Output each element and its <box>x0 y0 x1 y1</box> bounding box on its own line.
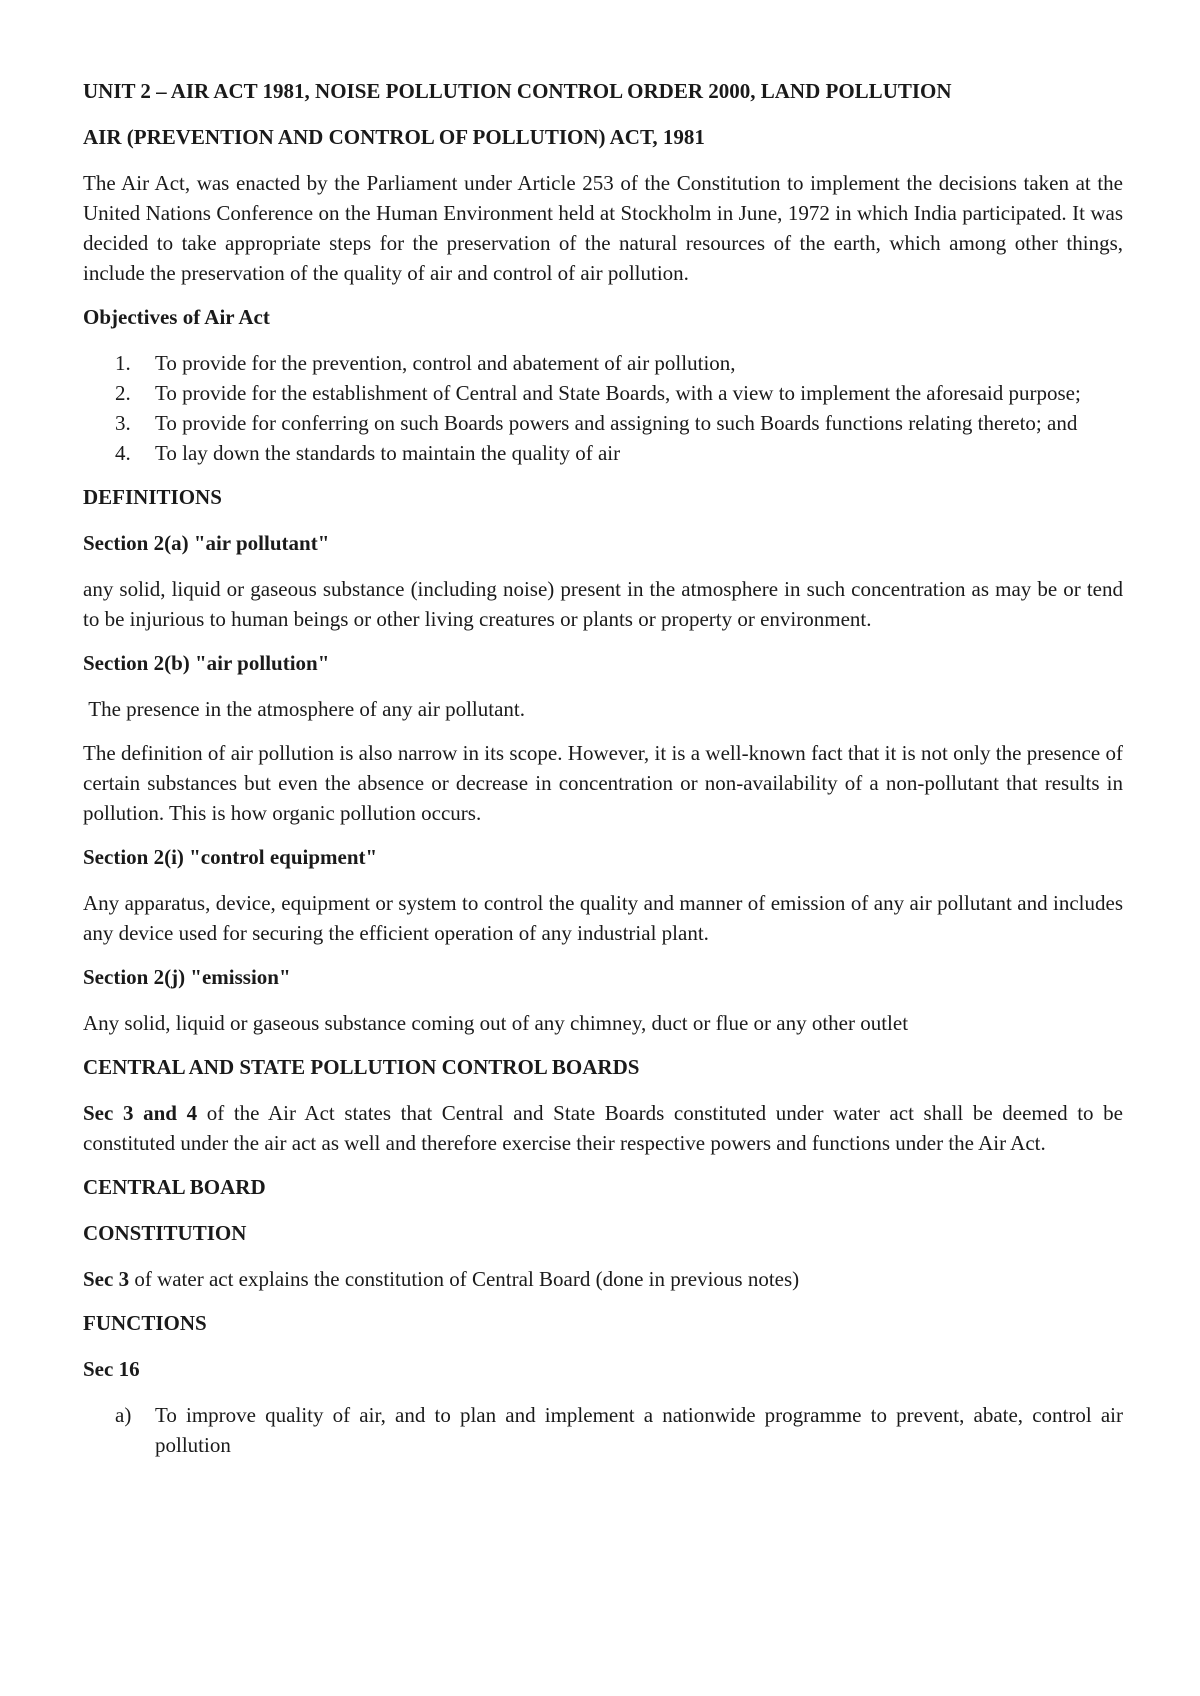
section-2j-heading: Section 2(j) "emission" <box>83 965 291 989</box>
list-item <box>83 378 1123 408</box>
section-2a-text: any solid, liquid or gaseous substance (including noise) present in the atmosphere in such concentration as may be or tend to be injurious to human beings or other living creatures or plants or property or environment. <box>83 577 1123 631</box>
list-item-text: To provide for the prevention, control and abatement of air pollution, <box>155 351 736 375</box>
unit-title: UNIT 2 – AIR ACT 1981, NOISE POLLUTION CONTROL ORDER 2000, LAND POLLUTION <box>83 79 952 103</box>
constitution-text: of water act explains the constitution of Central Board (done in previous notes) <box>129 1267 800 1291</box>
objectives-heading: Objectives of Air Act <box>83 305 270 329</box>
boards-text: of the Air Act states that Central and State Boards constituted under water act shall be deemed to be constituted under the air act as well and therefore exercise their respective powers and functions under the Air Act. <box>83 1101 1123 1155</box>
act-title: AIR (PREVENTION AND CONTROL OF POLLUTION) ACT, 1981 <box>83 125 705 149</box>
intro-paragraph: The Air Act, was enacted by the Parliament under Article 253 of the Constitution to implement the decisions taken at the United Nations Conference on the Human Environment held at Stockholm in June, 1972 in which India participated. It was decided to take appropriate steps for the preservation of the natural resources of the earth, which among other things, include the preservation of the quality of air and control of air pollution. <box>83 171 1123 285</box>
functions-list <box>83 1400 1123 1460</box>
boards-lead: Sec 3 and 4 <box>83 1101 198 1125</box>
objectives-list <box>83 348 1123 468</box>
list-number: 4. <box>115 441 131 465</box>
list-number: 2. <box>115 381 131 405</box>
constitution-paragraph <box>83 1264 1123 1294</box>
functions-heading: FUNCTIONS <box>83 1311 207 1335</box>
definitions-heading: DEFINITIONS <box>83 485 222 509</box>
section-2j-text: Any solid, liquid or gaseous substance coming out of any chimney, duct or flue or any other outlet <box>83 1011 909 1035</box>
list-item <box>83 438 1123 468</box>
list-item <box>83 408 1123 438</box>
list-item <box>83 348 1123 378</box>
list-number: 1. <box>115 351 131 375</box>
section-2i-text: Any apparatus, device, equipment or system to control the quality and manner of emission of any air pollutant and includes any device used for securing the efficient operation of any industrial plant. <box>83 891 1123 945</box>
constitution-heading: CONSTITUTION <box>83 1221 247 1245</box>
sec16-heading: Sec 16 <box>83 1357 140 1381</box>
boards-paragraph <box>83 1098 1123 1158</box>
list-item <box>83 1400 1123 1460</box>
list-letter: a) <box>115 1403 132 1427</box>
central-board-heading: CENTRAL BOARD <box>83 1175 266 1199</box>
list-item-text: To improve quality of air, and to plan and implement a nationwide programme to prevent, abate, control air pollution <box>155 1403 1123 1457</box>
list-item-text: To provide for conferring on such Boards powers and assigning to such Boards functions relating thereto; and <box>155 411 1078 435</box>
section-2b-text: The presence in the atmosphere of any air pollutant. <box>83 697 526 721</box>
list-item-text: To provide for the establishment of Central and State Boards, with a view to implement the aforesaid purpose; <box>155 381 1081 405</box>
section-2a-heading: Section 2(a) "air pollutant" <box>83 531 330 555</box>
list-number: 3. <box>115 411 131 435</box>
constitution-lead: Sec 3 <box>83 1267 130 1291</box>
document-page <box>83 76 1123 1460</box>
boards-heading: CENTRAL AND STATE POLLUTION CONTROL BOARDS <box>83 1055 640 1079</box>
section-2i-heading: Section 2(i) "control equipment" <box>83 845 378 869</box>
section-2b-note: The definition of air pollution is also narrow in its scope. However, it is a well-known fact that it is not only the presence of certain substances but even the absence or decrease in concentration or non-availability of a non-pollutant that results in pollution. This is how organic pollution occurs. <box>83 741 1123 825</box>
list-item-text: To lay down the standards to maintain the quality of air <box>155 441 621 465</box>
section-2b-heading: Section 2(b) "air pollution" <box>83 651 330 675</box>
